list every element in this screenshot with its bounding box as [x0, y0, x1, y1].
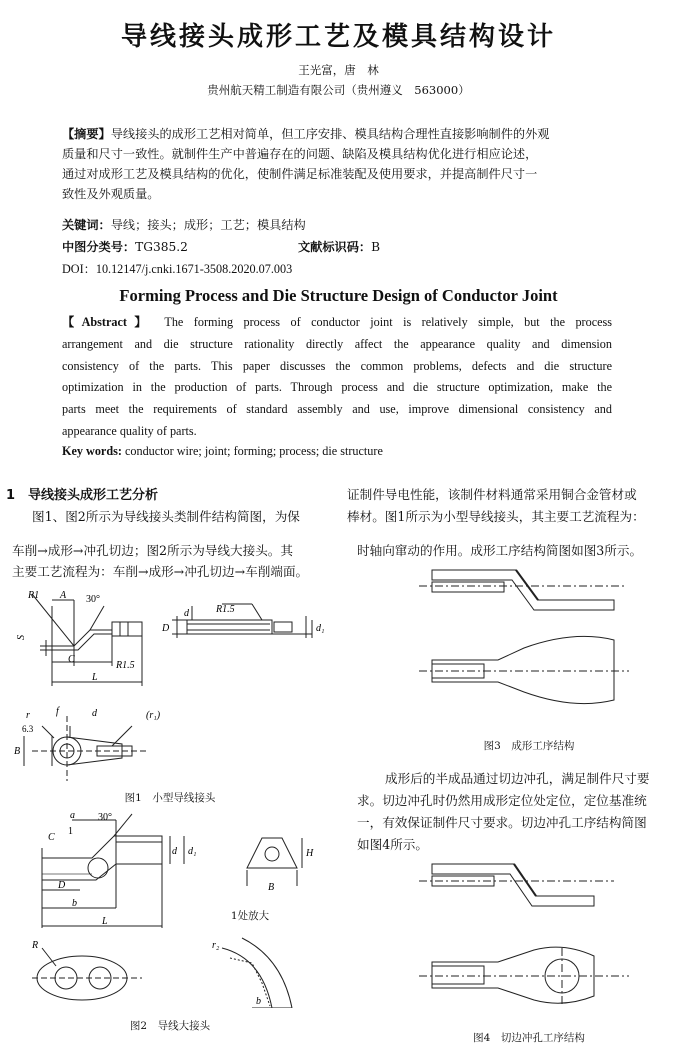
abstract-zh-line: [62, 124, 614, 144]
abstract-zh: [62, 124, 614, 204]
fig1-label-r: r: [26, 710, 30, 721]
affiliation: 贵州航天精工制造有限公司（贵州遵义 563000）: [207, 83, 470, 97]
keywords-zh: [62, 216, 614, 233]
fig1-label-d1: d₁: [316, 623, 325, 634]
fig2-label-h: H: [306, 848, 314, 859]
keywords-en-label: Key words:: [62, 444, 122, 458]
abstract-zh-label: 【摘要】: [62, 127, 111, 141]
doccode-label: 文献标识码：: [298, 240, 372, 254]
fig1-label-d-small: d: [184, 608, 189, 619]
fig2-label-r: R: [32, 940, 39, 951]
abstract-en-line: consistency of the parts. This paper discusses the common problems, defects and die structure: [62, 358, 612, 373]
fig1-label-d-big: D: [162, 623, 170, 634]
keywords-zh-label: 关键词：: [62, 218, 111, 232]
keywords-en: [62, 444, 612, 459]
fig2-label-d1: d₁: [188, 846, 197, 857]
clc-label: 中图分类号：: [62, 240, 136, 254]
keywords-zh-value: 导线；接头；成形；工艺；模具结构: [110, 218, 306, 232]
body-text-right: 成形后的半成品通过切边冲孔，满足制件尺寸要: [385, 771, 650, 786]
abstract-en-line: [62, 312, 612, 334]
fig2-label-b-big: B: [268, 882, 275, 893]
fig1-label-r1: R1: [28, 590, 40, 601]
fig1-label-l: L: [92, 672, 98, 683]
body-text-right: 证制件导电性能，该制件材料通常采用铜合金管材或: [347, 487, 637, 502]
section-heading: 1 导线接头成形工艺分析: [6, 488, 159, 503]
body-text-left: 车削→成形→冲孔切边；图2所示为导线大接头。其: [12, 543, 293, 558]
figure-4-drawing: [414, 856, 644, 1026]
abstract-zh-line: 质量和尺寸一致性。就制件生产中普遍存在的问题、缺陷及模具结构优化进行相应论述，: [62, 147, 538, 161]
abstract-zh-line: 通过对成形工艺及模具结构的优化，使制件满足标准装配及使用要求，并提高制件尺寸一: [62, 167, 538, 181]
fig2-label-d: d: [172, 846, 177, 857]
fig2-label-l: L: [102, 916, 108, 927]
fig2-label-r2: r₂: [212, 940, 220, 951]
fig1-label-angle: 30°: [86, 594, 100, 605]
paper-title: 导线接头成形工艺及模具结构设计: [120, 22, 556, 52]
fig2-label-b: b: [72, 898, 77, 909]
fig1-label-f: f: [56, 706, 59, 717]
doccode-value: B: [371, 240, 381, 254]
body-text-left: 图1、图2所示为导线接头类制件结构简图，为保: [32, 509, 300, 524]
figure-1-caption: 图1 小型导线接头: [124, 792, 216, 804]
body-text-left: 主要工艺流程为：车削→成形→冲孔切边→车削端面。: [12, 564, 309, 579]
fig1-label-r1-paren: (r₁): [146, 710, 161, 721]
fig2-label-a: a: [70, 810, 75, 821]
body-text-right: 棒材。图1所示为小型导线接头，其主要工艺流程为：: [347, 509, 645, 524]
abstract-en-line: parts meet the requirements of standard assembly and use, improve dimensional consistency and: [62, 402, 612, 417]
fig1-label-r15a: R1.5: [116, 660, 135, 671]
abstract-zh-text: 导线接头的成形工艺相对简单，但工序安排、模具结构合理性直接影响制件的外观: [110, 127, 550, 141]
abstract-en-line: optimization in the production of parts. Through process and die structure optimization, make the: [62, 380, 612, 395]
keywords-en-value: conductor wire; joint; forming; process; die structure: [124, 444, 383, 458]
body-text-right: 时轴向窜动的作用。成形工序结构简图如图3所示。: [357, 543, 643, 558]
authors: 王光富，唐 林: [298, 63, 379, 77]
figure-3-caption: 图3 成形工序结构: [483, 740, 575, 752]
figure-2-caption: 图2 导线大接头: [129, 1020, 211, 1032]
abstract-en-label: 【Abstract】: [62, 315, 154, 329]
abstract-en-line: arrangement and die structure rationality directly affect the appearance quality and dimension: [62, 336, 612, 351]
doccode: [298, 238, 380, 255]
fig1-label-b: B: [14, 746, 21, 757]
figure-4-caption: 图4 切边冲孔工序结构: [473, 1032, 585, 1044]
figure-3-drawing: [414, 560, 644, 730]
figure-2-detail-label: 1处放大: [230, 910, 270, 922]
fig2-label-b-det: b: [256, 996, 261, 1007]
fig1-label-s: S: [16, 635, 27, 640]
fig2-label-d-big: D: [58, 880, 66, 891]
fig1-label-c: C: [68, 654, 75, 665]
fig1-label-rough: 6.3: [22, 724, 34, 734]
figure-1-drawing: [12, 586, 337, 786]
abstract-en-text: The forming process of conductor joint is relatively simple, but the process: [164, 315, 613, 329]
fig1-label-r15b: R1.5: [216, 604, 235, 615]
clc-value: TG385.2: [135, 240, 188, 254]
fig2-label-one: 1: [68, 826, 73, 837]
abstract-zh-line: 致性及外观质量。: [62, 187, 160, 201]
abstract-en: [62, 312, 612, 443]
abstract-en-line: appearance quality of parts.: [62, 423, 197, 438]
doi: DOI：10.12147/j.cnki.1671-3508.2020.07.003: [62, 262, 293, 276]
english-title: Forming Process and Die Structure Design of Conductor Joint: [119, 286, 558, 305]
body-text-right: 如图4所示。: [357, 837, 428, 852]
fig2-label-c: C: [48, 832, 55, 843]
fig1-label-a: A: [60, 590, 67, 601]
fig2-label-angle: 30°: [98, 812, 112, 823]
fig1-label-d-hole: d: [92, 708, 97, 719]
body-text-right: 求。切边冲孔时仍然用成形定位处定位，定位基准统: [357, 793, 647, 808]
body-text-right: 一，有效保证制件尺寸要求。切边冲孔工序结构简图: [357, 815, 647, 830]
classification-row: [62, 238, 614, 255]
